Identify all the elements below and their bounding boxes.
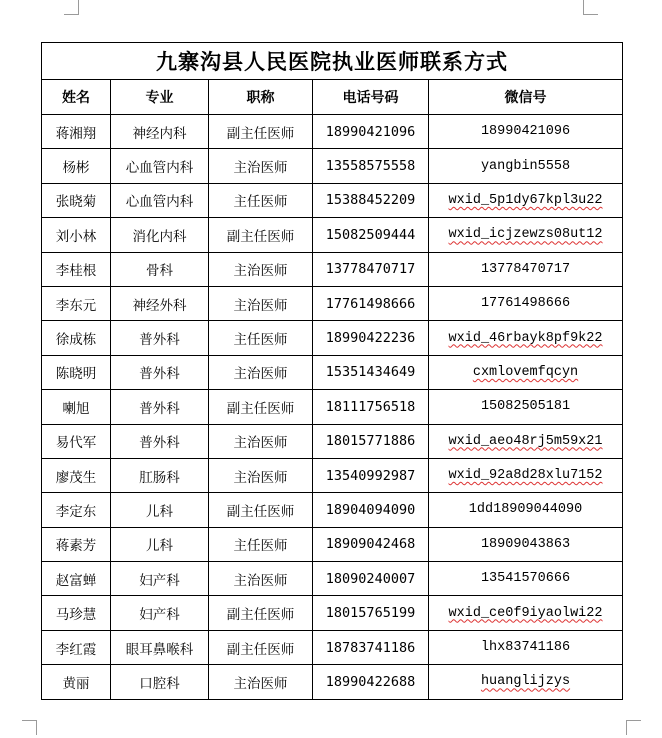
phone-number-text: 18990421096 [325,123,416,140]
department-text: 普外科 [139,400,180,417]
phone-number-text: 13778470717 [325,261,416,278]
job-title-cell [209,218,313,252]
department-cell [111,665,209,699]
department-cell [111,596,209,630]
department-cell [111,321,209,355]
doctor-name-cell [42,493,111,527]
job-title-text: 主任医师 [233,538,288,555]
phone-number-cell [313,218,429,252]
wechat-id-cell [429,149,623,183]
wechat-id-cell [429,286,623,320]
doctor-name-cell [42,458,111,492]
table-row [42,458,623,492]
doctor-name-text: 蒋湘翔 [55,125,97,142]
department-cell [111,630,209,664]
department-text: 妇产科 [139,607,180,624]
phone-number-text: 18904094090 [325,501,416,518]
wechat-id-text: 17761498666 [480,296,571,312]
table-row [42,390,623,424]
doctor-name-text: 赵富蝉 [55,572,97,589]
column-header-department: 专业 [111,80,209,115]
department-text: 骨科 [146,263,173,280]
doctor-name-cell [42,527,111,561]
document-title: 九寨沟县人民医院执业医师联系方式 [42,43,623,80]
job-title-text: 主治医师 [233,469,288,486]
phone-number-text: 13540992987 [325,467,416,484]
phone-number-text: 18111756518 [325,398,416,415]
department-text: 妇产科 [139,572,180,589]
wechat-id-text: 1dd18909044090 [468,502,583,518]
page-corner-mark-bottom-left [22,720,37,735]
department-text: 眼耳鼻喉科 [125,641,194,658]
wechat-id-text: 18909043863 [480,536,571,552]
doctor-name-cell [42,286,111,320]
phone-number-cell [313,630,429,664]
department-cell [111,458,209,492]
wechat-id-cell [429,527,623,561]
job-title-cell [209,286,313,320]
job-title-text: 主治医师 [233,263,288,280]
job-title-text: 主治医师 [233,297,288,314]
department-cell [111,355,209,389]
doctor-name-text: 黄丽 [62,675,90,692]
job-title-text: 副主任医师 [226,228,295,245]
phone-number-text: 18015771886 [325,433,416,450]
wechat-id-cell [429,390,623,424]
doctor-name-text: 杨彬 [62,160,90,177]
wechat-id-text: wxid_icjzewzs08ut12 [448,227,603,243]
phone-number-text: 17761498666 [325,295,416,312]
doctor-name-cell [42,252,111,286]
job-title-cell [209,321,313,355]
phone-number-cell [313,665,429,699]
wechat-id-text: huanglijzys [480,674,571,690]
doctor-name-text: 陈晓明 [55,366,97,383]
phone-number-text: 13558575558 [325,158,416,175]
job-title-text: 主任医师 [233,332,288,349]
doctor-name-cell [42,115,111,149]
table-row [42,115,623,149]
department-text: 口腔科 [139,675,180,692]
department-text: 神经外科 [132,297,187,314]
wechat-id-text: 13778470717 [480,261,571,277]
job-title-cell [209,390,313,424]
doctor-name-text: 李红霞 [55,641,97,658]
table-row [42,424,623,458]
doctor-name-text: 蒋素芳 [55,538,97,555]
phone-number-cell [313,493,429,527]
doctor-name-cell [42,424,111,458]
table-row [42,665,623,699]
job-title-cell [209,665,313,699]
phone-number-cell [313,390,429,424]
job-title-text: 副主任医师 [226,125,295,142]
table-row [42,149,623,183]
wechat-id-text: wxid_ce0f9iyaolwi22 [448,605,603,621]
doctor-name-cell [42,355,111,389]
wechat-id-text: lhx83741186 [480,640,571,656]
phone-number-cell [313,355,429,389]
doctor-name-text: 张晓菊 [55,194,97,211]
column-header-phone: 电话号码 [313,80,429,115]
table-row [42,286,623,320]
doctor-name-text: 李东元 [55,297,97,314]
phone-number-cell [313,562,429,596]
doctor-name-text: 李桂根 [55,263,97,280]
phone-number-cell [313,596,429,630]
table-header-row [42,80,623,115]
table-row [42,218,623,252]
wechat-id-cell [429,665,623,699]
phone-number-text: 18090240007 [325,570,416,587]
wechat-id-cell [429,424,623,458]
doctor-name-text: 廖茂生 [55,469,97,486]
column-header-name: 姓名 [42,80,111,115]
job-title-cell [209,183,313,217]
job-title-cell [209,458,313,492]
department-cell [111,149,209,183]
wechat-id-cell [429,493,623,527]
phone-number-cell [313,527,429,561]
department-text: 心血管内科 [125,194,194,211]
doctor-name-cell [42,562,111,596]
wechat-id-text: 18990421096 [480,124,571,140]
wechat-id-text: wxid_5p1dy67kpl3u22 [448,192,603,208]
job-title-text: 主治医师 [233,572,288,589]
department-cell [111,183,209,217]
doctor-name-cell [42,390,111,424]
job-title-cell [209,562,313,596]
doctor-name-text: 易代军 [55,435,97,452]
doctor-name-cell [42,149,111,183]
phone-number-text: 15082509444 [325,226,416,243]
wechat-id-cell [429,252,623,286]
wechat-id-cell [429,562,623,596]
job-title-cell [209,630,313,664]
table-row [42,183,623,217]
department-text: 普外科 [139,366,180,383]
doctor-name-cell [42,596,111,630]
doctor-name-cell [42,665,111,699]
column-header-wechat: 微信号 [429,80,623,115]
doctor-name-cell [42,218,111,252]
job-title-text: 主治医师 [233,675,288,692]
wechat-id-text: wxid_aeo48rj5m59x21 [448,433,603,449]
wechat-id-cell [429,218,623,252]
job-title-cell [209,252,313,286]
job-title-cell [209,527,313,561]
phone-number-cell [313,424,429,458]
phone-number-cell [313,321,429,355]
column-header-title: 职称 [209,80,313,115]
wechat-id-cell [429,355,623,389]
phone-number-cell [313,252,429,286]
phone-number-text: 15388452209 [325,192,416,209]
department-text: 儿科 [146,503,173,520]
wechat-id-cell [429,321,623,355]
wechat-id-cell [429,458,623,492]
department-text: 心血管内科 [125,160,194,177]
department-cell [111,390,209,424]
phone-number-cell [313,183,429,217]
wechat-id-text: wxid_92a8d28xlu7152 [448,468,603,484]
table-row [42,252,623,286]
department-cell [111,562,209,596]
job-title-text: 主任医师 [233,194,288,211]
doctor-name-text: 喇旭 [62,400,90,417]
phone-number-text: 18990422236 [325,330,416,347]
wechat-id-cell [429,630,623,664]
table-row [42,630,623,664]
job-title-text: 副主任医师 [226,607,295,624]
job-title-cell [209,355,313,389]
doctor-name-cell [42,183,111,217]
department-cell [111,115,209,149]
department-text: 普外科 [139,435,180,452]
wechat-id-cell [429,596,623,630]
department-text: 神经内科 [132,125,187,142]
doctor-name-text: 徐成栋 [55,332,97,349]
department-cell [111,424,209,458]
table-row [42,355,623,389]
job-title-text: 主治医师 [233,435,288,452]
wechat-id-cell [429,183,623,217]
page-corner-mark-bottom-right [626,720,641,735]
wechat-id-text: 15082505181 [480,399,571,415]
job-title-cell [209,424,313,458]
wechat-id-text: yangbin5558 [480,158,571,174]
department-cell [111,493,209,527]
table-row [42,596,623,630]
department-cell [111,286,209,320]
job-title-text: 副主任医师 [226,641,295,658]
department-cell [111,527,209,561]
phone-number-text: 18015765199 [325,605,416,622]
table-row [42,562,623,596]
table-row [42,493,623,527]
phone-number-text: 18909042468 [325,536,416,553]
job-title-cell [209,493,313,527]
page-corner-mark-top-left [64,0,79,15]
doctor-name-text: 马珍慧 [55,607,97,624]
wechat-id-text: cxmlovemfqcyn [472,364,579,380]
wechat-id-text: 13541570666 [480,571,571,587]
job-title-text: 副主任医师 [226,400,295,417]
job-title-cell [209,149,313,183]
job-title-text: 主治医师 [233,160,288,177]
job-title-text: 副主任医师 [226,503,295,520]
phone-number-cell [313,286,429,320]
phone-number-text: 18990422688 [325,673,416,690]
table-body [42,115,623,700]
phone-number-text: 18783741186 [325,639,416,656]
phone-number-text: 15351434649 [325,364,416,381]
doctor-name-text: 李定东 [55,503,97,520]
phone-number-cell [313,115,429,149]
department-text: 消化内科 [132,228,187,245]
department-text: 儿科 [146,538,173,555]
department-cell [111,218,209,252]
phone-number-cell [313,458,429,492]
table-row [42,321,623,355]
wechat-id-text: wxid_46rbayk8pf9k22 [448,330,603,346]
wechat-id-cell [429,115,623,149]
department-text: 肛肠科 [139,469,180,486]
job-title-text: 主治医师 [233,366,288,383]
department-cell [111,252,209,286]
department-text: 普外科 [139,332,180,349]
job-title-cell [209,115,313,149]
table-row [42,527,623,561]
job-title-cell [209,596,313,630]
phone-number-cell [313,149,429,183]
contact-table [41,42,623,700]
page-corner-mark-top-right [583,0,598,15]
doctor-name-text: 刘小林 [55,228,97,245]
doctor-name-cell [42,321,111,355]
doctor-name-cell [42,630,111,664]
